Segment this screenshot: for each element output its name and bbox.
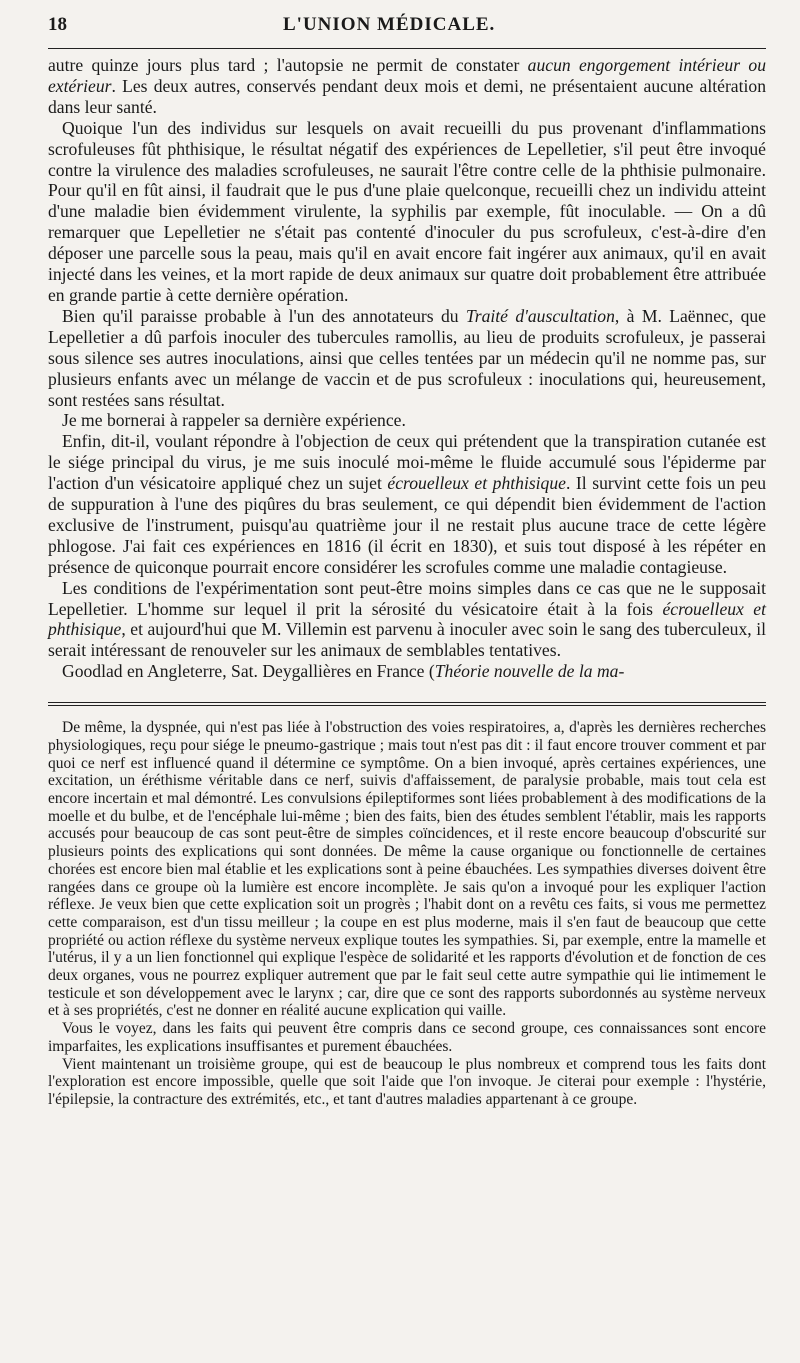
journal-title: L'UNION MÉDICALE.: [283, 14, 496, 35]
paragraph: Les conditions de l'expérimentation sont peut-être moins simples dans ce cas que ne le supposait Lepelletier. L'homme sur lequel il prit la sérosité du vésicatoire était à la fois écrouelleux et phthisique, et aujourd'hui que M. Villemin est parvenu à inoculer avec soin le sang des tuberculeux, il serait intéressant de renouveler sur les animaux de semblables tentatives.: [48, 577, 766, 661]
paragraph: Bien qu'il paraisse probable à l'un des annotateurs du Traité d'auscultation, à M. Laënnec, que Lepelletier a dû parfois inoculer des tubercules ramollis, au lieu de produits scrofuleux, je passerai sous silence ses autres inoculations, ainsi que celles tentées par un médecin qu'il ne nomme pas, sur plusieurs enfants avec un mélange de vaccin et de pus scrofuleux : inoculations qui, heureusement, sont restées sans résultat.: [48, 305, 766, 410]
footnote-paragraph: Vous le voyez, dans les faits qui peuvent être compris dans ce second groupe, ces connaissances sont encore imparfaites, les explications insuffisantes et purement ébauchées.: [48, 1020, 766, 1055]
main-text: [48, 55, 766, 682]
paragraph: Quoique l'un des individus sur lesquels on avait recueilli du pus provenant d'inflammations scrofuleuses fût phthisique, le résultat négatif des expériences de Lepelletier, s'il peut être invoqué contre la virulence des maladies scrofuleuses, ne saurait l'être contre celle de la phthisie pulmonaire. Pour qu'il en fût ainsi, il faudrait que le pus d'une plaie quelconque, recueilli chez un individu atteint d'une maladie bien évidemment virulente, la syphilis par exemple, fût inoculable. — On a dû remarquer que Lepelletier ne s'était pas contenté d'inoculer du pus scrofuleux, c'est-à-dire d'en déposer une parcelle sous la peau, mais qu'il en avait encore fait ingérer aux animaux, qu'il en avait injecté dans les veines, et la mort rapide de deux animaux sur quatre doit probablement être attribuée en grande partie à cette dernière opération.: [48, 117, 766, 305]
footnote-paragraph: Vient maintenant un troisième groupe, qui est de beaucoup le plus nombreux et comprend tous les faits dont l'exploration est encore impossible, quelle que soit l'aide que l'on invoque. Je citerai pour exemple : l'hystérie, l'épilepsie, la contracture des extrémités, etc., et tant d'autres maladies appartenant à ce groupe.: [48, 1055, 766, 1108]
footnote-text: [48, 719, 766, 1108]
page-number: 18: [48, 14, 67, 35]
footnote-paragraph: De même, la dyspnée, qui n'est pas liée à l'obstruction des voies respiratoires, a, d'après les dernières recherches physiologiques, reçu pour siége le pneumo-gastrique ; mais tout n'est pas dit : il faut encore trouver comment et par quoi ce nerf est influencé quand il détermine ce symptôme. On a bien invoqué, après certaines expériences, une excitation, un éréthisme véritable dans ce nerf, suivis d'affaissement, de paralysie probable, mais tout cela est encore incertain et mal démontré. Les convulsions épileptiformes sont liées probablement à des modifications de la moelle et du bulbe, et de l'encéphale lui-même ; bien des faits, bien des études semblent l'établir, mais les rapports accusés pour beaucoup de cas sont peut-être de simples coïncidences, et il reste encore beaucoup d'obscurité sur plusieurs points des explications qui sont données. De même la cause organique ou fonctionnelle de certaines chorées est encore bien mal établie et les explications sont à peine ébauchées. Les sympathies diverses doivent être rangées dans ce groupe où la lumière est encore incomplète. Je sais qu'on a invoqué pour les expliquer l'action réflexe. Je veux bien que cette explication soit un progrès ; l'habit dont on a revêtu ces faits, si vous me permettez cette comparaison, est d'un tissu meilleur ; la coupe en est plus moderne, mais il s'en faut de beaucoup que cette propriété ou action réflexe du système nerveux explique toutes les sympathies. Si, par exemple, entre la mamelle et l'utérus, il y a un lien fonctionnel qui explique l'espèce de solidarité et les rapports d'évolution et de fonction de ces deux organes, vous ne pourrez expliquer autrement que par le fait seul cette autre sympathie qui lie intimement le testicule et son développement avec le larynx ; car, dire que ce sont des rapports subordonnés au système nerveux et à ses propriétés, c'est ne donner en réalité aucune explication qui vaille.: [48, 719, 766, 1020]
paragraph: autre quinze jours plus tard ; l'autopsie ne permit de constater aucun engorgement intérieur ou extérieur. Les deux autres, conservés pendant deux mois et demi, ne présentaient aucune altération dans leur santé.: [48, 55, 766, 117]
paragraph: Enfin, dit-il, voulant répondre à l'objection de ceux qui prétendent que la transpiration cutanée est le siége principal du virus, je me suis inoculé moi-même le fluide accumulé sous l'épiderme par l'action d'un vésicatoire appliqué chez un sujet écrouelleux et phthisique. Il survint cette fois un peu de suppuration à l'une des piqûres du bras seulement, ce qui dépendit bien évidemment de l'action exclusive de l'instrument, puisqu'au quatrième jour il ne restait plus aucune trace de cette légère phlogose. J'ai fait ces expériences en 1816 (il écrit en 1830), et suis tout disposé à les répéter en présence de quiconque pourrait encore considérer les scrofules comme une maladie contagieuse.: [48, 431, 766, 577]
paragraph: Je me bornerai à rappeler sa dernière expérience.: [62, 410, 406, 431]
section-separator: [48, 702, 766, 709]
page-header: [48, 14, 766, 49]
paragraph: Goodlad en Angleterre, Sat. Deygallières en France (Théorie nouvelle de la ma-: [62, 661, 625, 682]
